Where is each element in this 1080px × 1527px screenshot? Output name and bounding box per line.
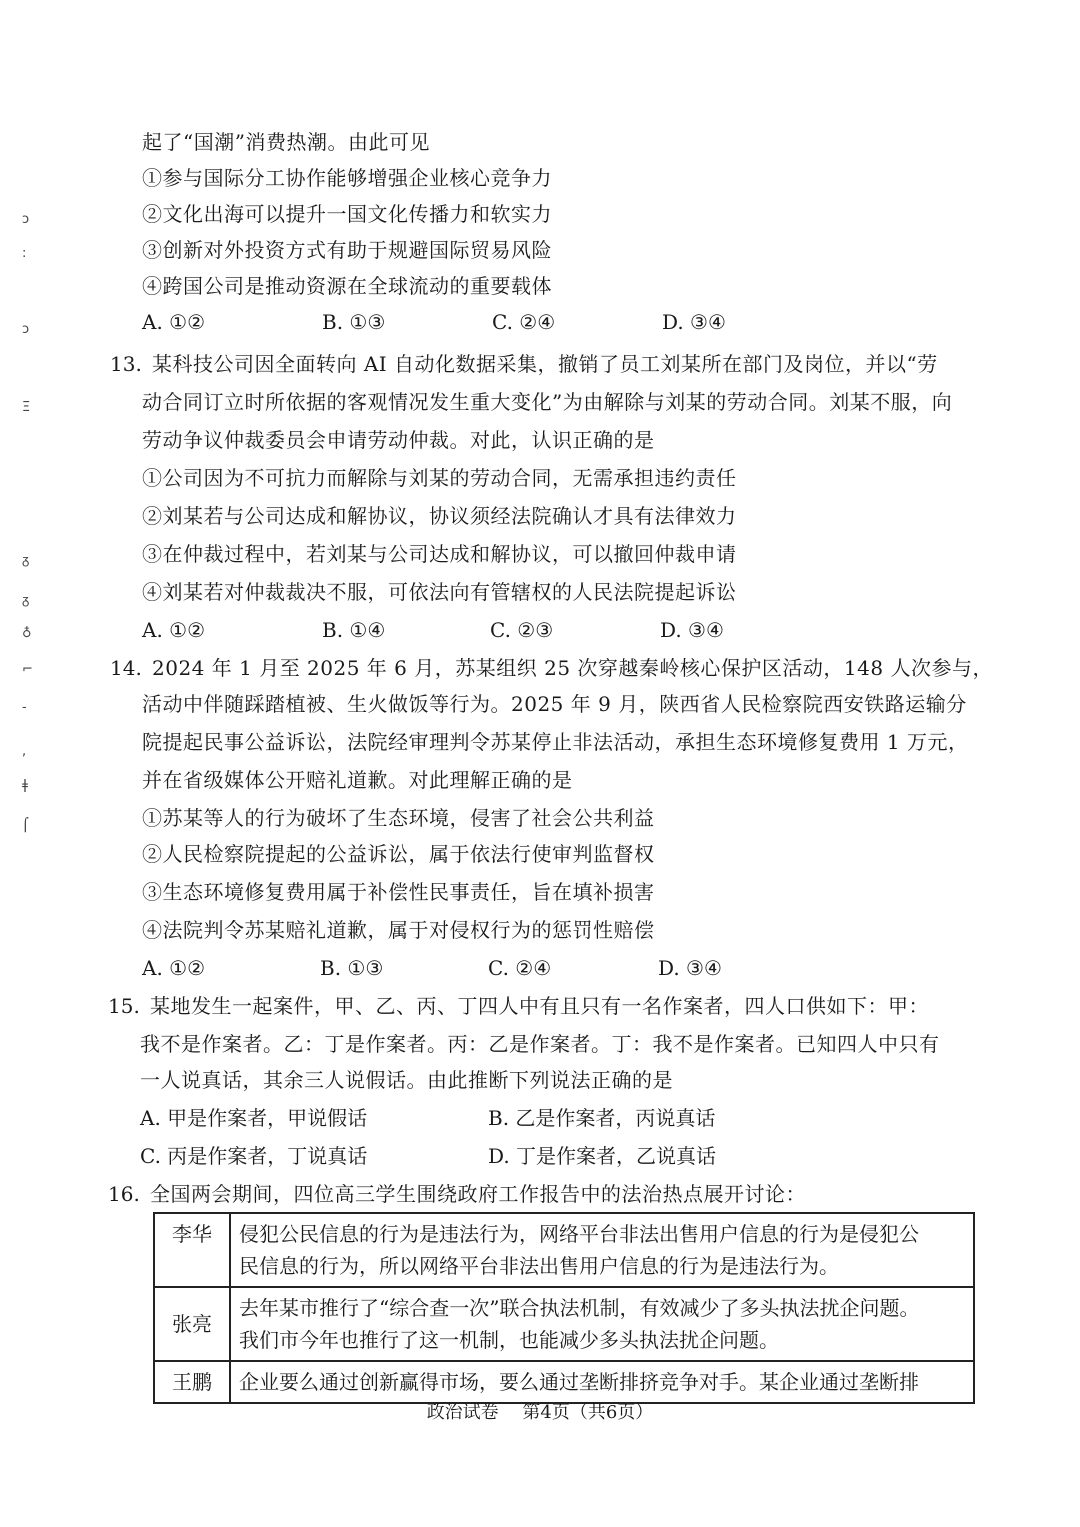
q15-number: 15. bbox=[108, 994, 140, 1018]
option-d: D. ③④ bbox=[660, 618, 724, 642]
student-name: 李华 bbox=[154, 1213, 230, 1287]
q15-stem-line: 某地发生一起案件，甲、乙、丙、丁四人中有且只有一名作案者，四人口供如下：甲： bbox=[150, 994, 929, 1018]
student-name: 王鹏 bbox=[154, 1361, 230, 1403]
student-statement bbox=[230, 1213, 974, 1287]
q14-statement: ④法院判令苏某赔礼道歉，属于对侵权行为的惩罚性赔偿 bbox=[142, 918, 655, 942]
option-c: C. 丙是作案者，丁说真话 bbox=[140, 1144, 368, 1168]
q14-statement: ②人民检察院提起的公益诉讼，属于依法行使审判监督权 bbox=[142, 842, 655, 866]
margin-mark: ⌠ bbox=[22, 818, 29, 833]
q14-number: 14. bbox=[110, 656, 142, 680]
option-c: C. ②④ bbox=[488, 956, 552, 980]
margin-mark: - bbox=[22, 700, 27, 715]
q12-options bbox=[142, 308, 942, 336]
q12-stem-end: 起了“国潮”消费热潮。由此可见 bbox=[142, 130, 430, 154]
margin-mark: ɔ bbox=[22, 322, 30, 337]
discussion-table bbox=[153, 1212, 975, 1404]
q14-stem-line: 并在省级媒体公开赔礼道歉。对此理解正确的是 bbox=[142, 768, 573, 792]
option-b: B. ①③ bbox=[320, 956, 384, 980]
q14-statement: ③生态环境修复费用属于补偿性民事责任，旨在填补损害 bbox=[142, 880, 655, 904]
q14-stem-line: 院提起民事公益诉讼，法院经审理判令苏某停止非法活动，承担生态环境修复费用 1 万元， bbox=[142, 730, 969, 754]
margin-mark: ⌐ bbox=[22, 662, 33, 677]
q13-options bbox=[142, 616, 942, 644]
q12-statement: ④跨国公司是推动资源在全球流动的重要载体 bbox=[142, 274, 552, 298]
option-b: B. ①④ bbox=[322, 618, 386, 642]
option-b: B. 乙是作案者，丙说真话 bbox=[488, 1106, 716, 1130]
q15-stem-line: 一人说真话，其余三人说假话。由此推断下列说法正确的是 bbox=[140, 1068, 673, 1092]
q14-options bbox=[142, 954, 942, 982]
q15-options-row2 bbox=[140, 1142, 960, 1170]
q13-stem-line: 劳动争议仲裁委员会申请劳动仲裁。对此，认识正确的是 bbox=[142, 428, 655, 452]
option-a: A. 甲是作案者，甲说假话 bbox=[140, 1106, 368, 1130]
option-a: A. ①② bbox=[142, 618, 206, 642]
q14-stem-line: 活动中伴随踩踏植被、生火做饭等行为。2025 年 9 月，陕西省人民检察院西安铁路运输分 bbox=[142, 692, 967, 716]
table-row bbox=[154, 1361, 974, 1403]
statement-line: 企业要么通过创新赢得市场，要么通过垄断排挤竞争对手。某企业通过垄断排 bbox=[239, 1370, 919, 1394]
q12-statement: ②文化出海可以提升一国文化传播力和软实力 bbox=[142, 202, 552, 226]
statement-line: 我们市今年也推行了这一机制，也能减少多头执法扰企问题。 bbox=[239, 1328, 779, 1352]
table-row bbox=[154, 1287, 974, 1361]
q14-stem-line: 2024 年 1 月至 2025 年 6 月，苏某组织 25 次穿越秦岭核心保护区活动，148 人次参与， bbox=[152, 656, 993, 680]
margin-mark: , bbox=[22, 744, 27, 759]
option-a: A. ①② bbox=[142, 956, 206, 980]
margin-mark: ɔ bbox=[22, 212, 30, 227]
margin-mark: ♁ bbox=[22, 626, 32, 641]
margin-mark: : bbox=[22, 246, 27, 261]
statement-line: 去年某市推行了“综合查一次”联合执法机制，有效减少了多头执法扰企问题。 bbox=[239, 1296, 920, 1320]
q12-statement: ③创新对外投资方式有助于规避国际贸易风险 bbox=[142, 238, 552, 262]
q13-stem-line: 动合同订立时所依据的客观情况发生重大变化”为由解除与刘某的劳动合同。刘某不服，向 bbox=[142, 390, 953, 414]
margin-mark: ᵹ bbox=[22, 593, 30, 608]
q12-statement: ①参与国际分工协作能够增强企业核心竞争力 bbox=[142, 166, 552, 190]
option-d: D. 丁是作案者，乙说真话 bbox=[488, 1144, 717, 1168]
table-row bbox=[154, 1213, 974, 1287]
q13-statement: ③在仲裁过程中，若刘某与公司达成和解协议，可以撤回仲裁申请 bbox=[142, 542, 737, 566]
q13-statement: ④刘某若对仲裁裁决不服，可依法向有管辖权的人民法院提起诉讼 bbox=[142, 580, 737, 604]
statement-line: 民信息的行为，所以网络平台非法出售用户信息的行为是违法行为。 bbox=[239, 1254, 839, 1278]
option-d: D. ③④ bbox=[658, 956, 722, 980]
margin-mark: ᵹ bbox=[22, 553, 30, 568]
q13-stem-line: 某科技公司因全面转向 AI 自动化数据采集，撤销了员工刘某所在部门及岗位，并以“劳 bbox=[152, 352, 938, 376]
option-d: D. ③④ bbox=[662, 310, 726, 334]
student-statement bbox=[230, 1287, 974, 1361]
q13-statement: ②刘某若与公司达成和解协议，协议须经法院确认才具有法律效力 bbox=[142, 504, 737, 528]
student-statement bbox=[230, 1361, 974, 1403]
statement-line: 侵犯公民信息的行为是违法行为，网络平台非法出售用户信息的行为是侵犯公 bbox=[239, 1222, 919, 1246]
margin-mark: ǂ bbox=[22, 778, 28, 793]
page-footer: 政治试卷 第4页（共6页） bbox=[426, 1402, 654, 1423]
q16-stem: 全国两会期间，四位高三学生围绕政府工作报告中的法治热点展开讨论： bbox=[150, 1182, 806, 1206]
q16-number: 16. bbox=[108, 1182, 140, 1206]
student-name: 张亮 bbox=[154, 1287, 230, 1361]
option-a: A. ①② bbox=[142, 310, 206, 334]
q15-stem-line: 我不是作案者。乙：丁是作案者。丙：乙是作案者。丁：我不是作案者。已知四人中只有 bbox=[140, 1032, 940, 1056]
q15-options-row1 bbox=[140, 1104, 960, 1132]
q13-number: 13. bbox=[110, 352, 142, 376]
option-b: B. ①③ bbox=[322, 310, 386, 334]
q13-statement: ①公司因为不可抗力而解除与刘某的劳动合同，无需承担违约责任 bbox=[142, 466, 737, 490]
option-c: C. ②③ bbox=[490, 618, 554, 642]
option-c: C. ②④ bbox=[492, 310, 556, 334]
q14-statement: ①苏某等人的行为破坏了生态环境，侵害了社会公共利益 bbox=[142, 806, 655, 830]
margin-mark: Ξ bbox=[22, 400, 31, 415]
